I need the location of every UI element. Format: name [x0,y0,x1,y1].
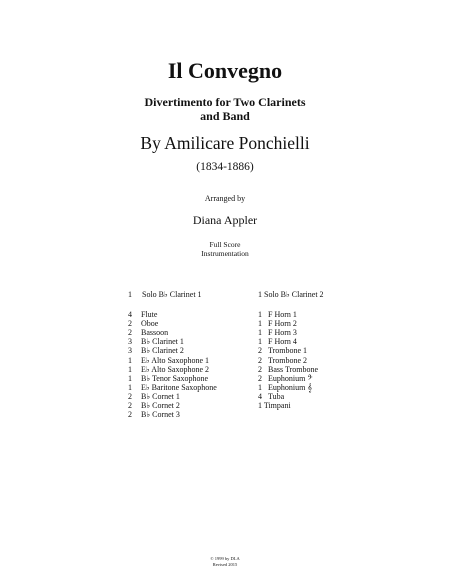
score-subtitle [0,96,450,123]
instrument-row [128,383,278,392]
instrument-row [128,356,278,365]
instrument-row [258,383,408,392]
instrument-name: E♭ Alto Saxophone 2 [141,364,209,374]
composer-dates: (1834-1886) [196,161,254,173]
instrument-row [128,392,278,401]
instrument-quantity: 1 [128,364,132,374]
score-line-2: Instrumentation [201,249,249,258]
instrument-name: E♭ Baritone Saxophone [141,382,217,392]
instrument-name: B♭ Cornet 1 [141,391,180,401]
instrument-name: Solo B♭ Clarinet 1 [142,290,202,299]
arranged-by-label: Arranged by [204,194,246,203]
instrument-name: Tuba [268,391,285,401]
score-label [0,240,450,258]
instrument-name: Trombone 1 [268,346,308,356]
instrumentation-right-column [258,290,408,410]
solo-clarinet-2-row: 1 Solo B♭ Clarinet 2 [258,290,324,299]
instrument-name: Euphonium 𝄢 [268,373,313,383]
instrument-row [128,365,278,374]
subtitle-line-2: and Band [200,108,250,123]
instrument-name: F Horn 4 [268,337,297,347]
revision-line: Revised 2015 [212,561,238,567]
timpani-row: 1 Timpani [258,401,291,411]
instrument-row [258,328,408,337]
instrumentation-left-column [128,290,278,419]
instrument-quantity: 1 [258,319,262,329]
instrument-quantity: 1 [128,382,132,392]
spacer [258,299,408,310]
copyright-footer [0,556,450,567]
subtitle-line-1: Divertimento for Two Clarinets [144,95,306,109]
instrument-name: B♭ Cornet 3 [141,410,180,420]
instrument-quantity: 4 [128,310,132,320]
instrument-quantity: 1 [128,290,132,299]
instrument-quantity: 2 [258,364,262,374]
instrument-quantity: 1 [128,373,132,383]
instrument-name: Euphonium 𝄞 [268,382,313,392]
instrument-quantity: 3 [128,346,132,356]
instrument-quantity: 2 [128,401,132,411]
instrument-name: B♭ Cornet 2 [141,401,180,411]
instrument-quantity: 4 [258,391,262,401]
instrument-quantity: 2 [258,355,262,365]
instrument-name: Bass Trombone [268,364,319,374]
solo-clarinet-1-row [128,290,278,299]
instrument-name: F Horn 2 [268,319,297,329]
instrument-row [258,346,408,355]
instrument-name: Flute [141,310,158,320]
instrument-row [128,410,278,419]
instrument-name: F Horn 1 [268,310,297,320]
instrument-row [258,319,408,328]
instrument-name: B♭ Tenor Saxophone [141,373,209,383]
instrument-quantity: 1 [258,310,262,320]
instrument-row [258,374,408,383]
instrument-row [128,328,278,337]
copyright-line: © 1999 by DLA [210,556,240,561]
instrument-quantity: 1 [258,382,262,392]
instrument-quantity: 1 [128,355,132,365]
score-title: Il Convegno [167,58,283,83]
instrument-row [128,401,278,410]
instrument-name: B♭ Clarinet 2 [141,346,184,356]
instrument-row [258,392,408,401]
spacer [128,299,278,310]
instrument-row [128,346,278,355]
instrument-quantity: 1 [258,337,262,347]
instrument-row [258,356,408,365]
instrument-name: B♭ Clarinet 1 [141,337,184,347]
instrument-name: Oboe [141,319,159,329]
instrument-quantity: 2 [128,319,132,329]
instrument-row [128,337,278,346]
instrument-name: Trombone 2 [268,355,308,365]
instrument-row [258,365,408,374]
instrument-quantity: 2 [258,346,262,356]
score-line-1: Full Score [209,240,241,249]
instrument-quantity: 2 [258,373,262,383]
instrument-name: Bassoon [141,328,169,338]
instrument-quantity: 2 [128,391,132,401]
instrument-name: E♭ Alto Saxophone 1 [141,355,209,365]
instrument-row [258,310,408,319]
instrument-quantity: 2 [128,328,132,338]
arranger-name: Diana Appler [192,213,258,227]
instrument-row [128,310,278,319]
instrument-row [128,374,278,383]
instrument-quantity: 3 [128,337,132,347]
instrument-row [128,319,278,328]
instrument-quantity: 2 [128,410,132,420]
instrument-name: F Horn 3 [268,328,297,338]
instrument-quantity: 1 [258,328,262,338]
instrument-row [258,337,408,346]
composer: By Amilicare Ponchielli [140,133,310,153]
